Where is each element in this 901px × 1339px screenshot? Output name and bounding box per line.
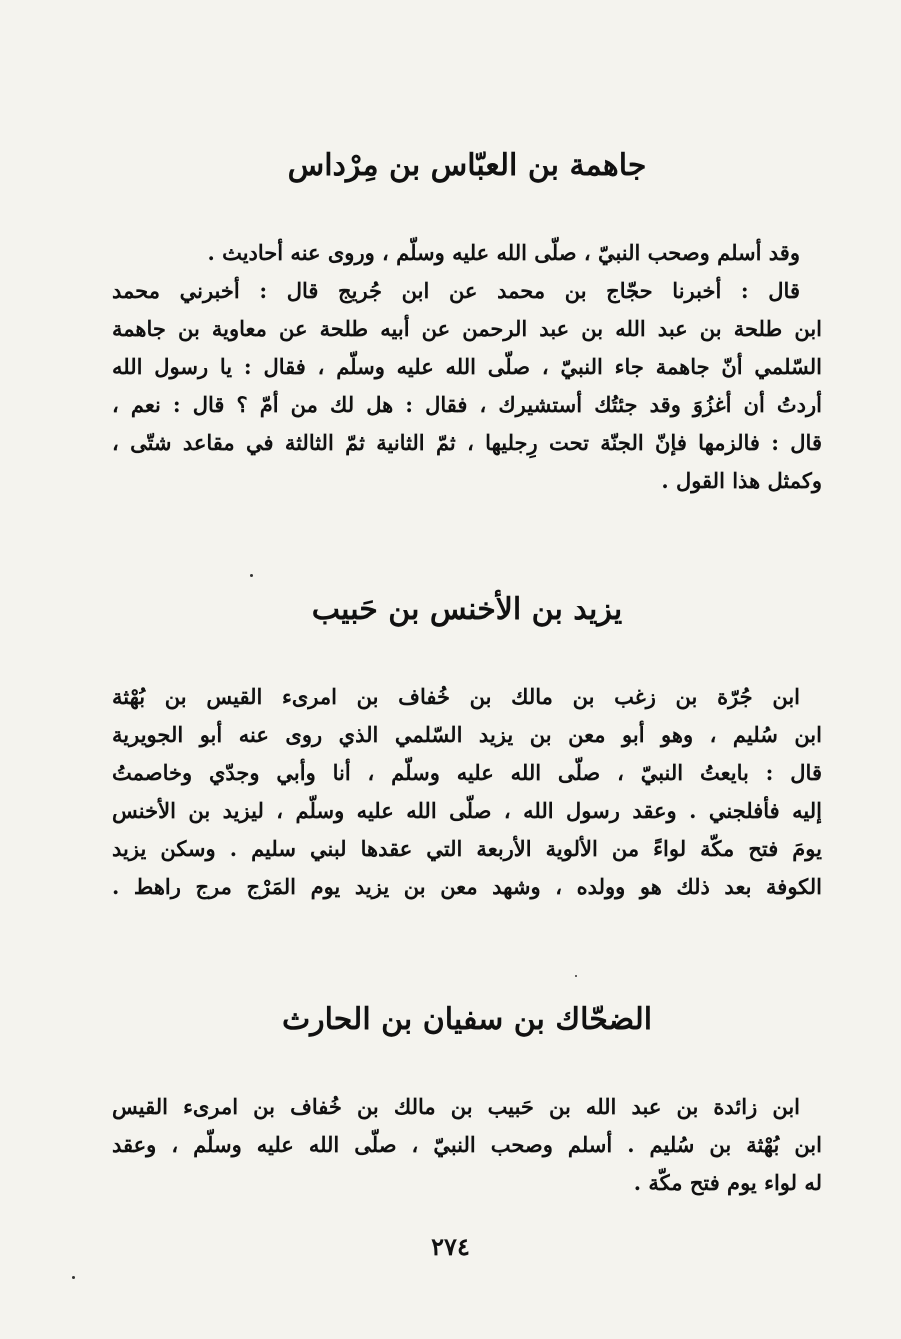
text-line: ابن بُهْثة بن سُليم . أسلم وصحب النبيّ ، صلّى الله عليه وسلّم ، وعقد	[112, 1132, 822, 1157]
section-heading: يزيد بن الأخنس بن حَبيب	[311, 592, 623, 627]
text-line: السّلمي أنّ جاهمة جاء النبيّ ، صلّى الله عليه وسلّم ، فقال : يا رسول الله	[112, 354, 822, 379]
text-line: قال : فالزمها فإنّ الجنّة تحت رِجليها ، ثمّ الثانية ثمّ الثالثة في مقاعد شتّى ،	[112, 430, 822, 455]
text-line: وقد أسلم وصحب النبيّ ، صلّى الله عليه وسلّم ، وروى عنه أحاديث .	[207, 240, 800, 265]
section-heading: جاهمة بن العبّاس بن مِرْداس	[287, 148, 647, 183]
text-line: الكوفة بعد ذلك هو وولده ، وشهد معن بن يزيد يوم المَرْج مرج راهط .	[112, 874, 822, 899]
text-line: يومَ فتح مكّة لواءً من الألوية الأربعة التي عقدها لبني سليم . وسكن يزيد	[112, 836, 822, 861]
text-line: إليه فأفلجني . وعقد رسول الله ، صلّى الله عليه وسلّم ، ليزيد بن الأخنس	[112, 798, 822, 823]
biography-section-jahima	[112, 146, 822, 500]
section-body	[112, 1088, 822, 1202]
page-number: ٢٧٤	[431, 1232, 470, 1261]
text-line: قال : أخبرنا حجّاج بن محمد عن ابن جُريج قال : أخبرني محمد	[112, 278, 800, 303]
section-body	[112, 678, 822, 906]
text-line: له لواء يوم فتح مكّة .	[633, 1170, 822, 1195]
text-line: ابن جُرّة بن زغب بن مالك بن خُفاف بن امرىء القيس بن بُهْثة	[112, 684, 800, 709]
text-line: ابن طلحة بن عبد الله بن عبد الرحمن عن أبيه طلحة عن معاوية بن جاهمة	[112, 316, 822, 341]
paper-speck	[575, 975, 577, 977]
section-body	[112, 234, 822, 500]
paper-speck	[250, 574, 253, 577]
text-line: وكمثل هذا القول .	[661, 468, 822, 493]
biography-section-yazid	[112, 590, 822, 906]
biography-section-dahhak	[112, 1000, 822, 1202]
section-heading: الضحّاك بن سفيان بن الحارث	[281, 1002, 653, 1037]
text-line: قال : بايعتُ النبيّ ، صلّى الله عليه وسلّم ، أنا وأبي وجدّي وخاصمتُ	[112, 760, 822, 785]
text-line: ابن زائدة بن عبد الله بن حَبيب بن مالك بن خُفاف بن امرىء القيس	[112, 1094, 800, 1119]
text-line: أردتُ أن أغزُوَ وقد جئتُك أستشيرك ، فقال : هل لك من أمّ ؟ قال : نعم ،	[112, 392, 822, 417]
paper-speck	[72, 1276, 75, 1279]
text-line: ابن سُليم ، وهو أبو معن بن يزيد السّلمي الذي روى عنه أبو الجويرية	[112, 722, 822, 747]
